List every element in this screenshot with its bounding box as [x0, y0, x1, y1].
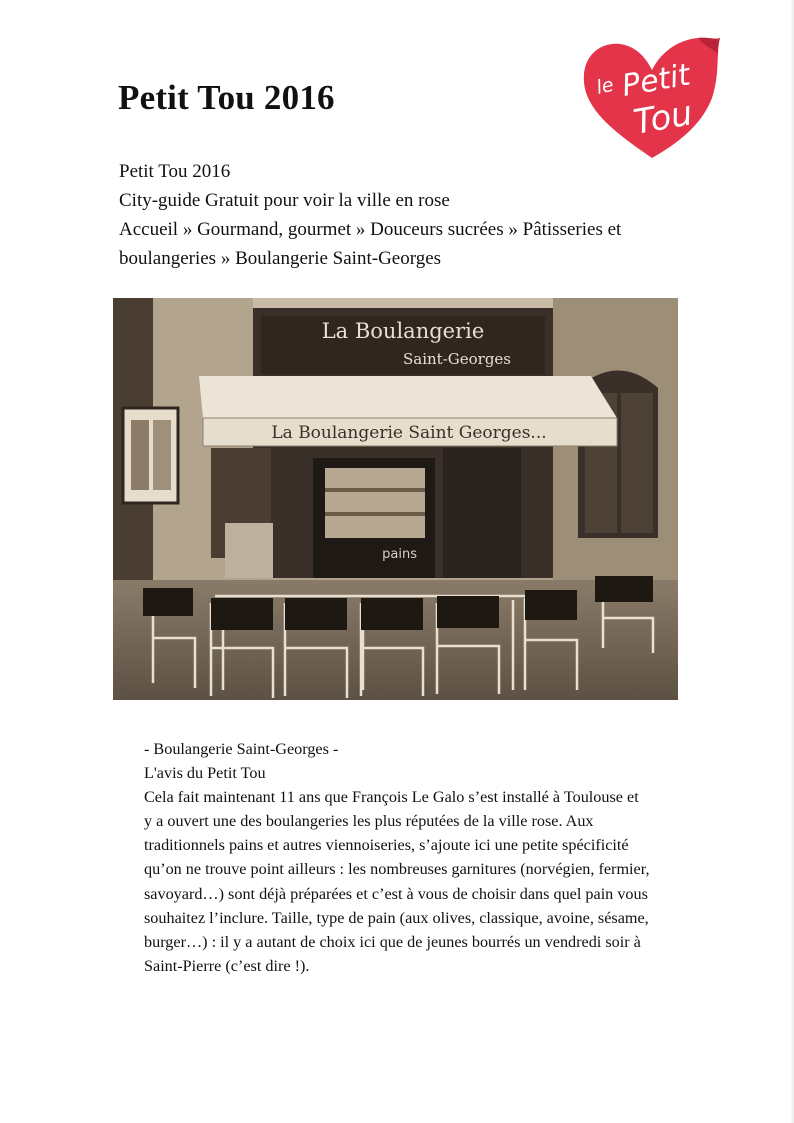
article-subheading: L'avis du Petit Tou — [144, 764, 266, 783]
petit-tou-logo — [580, 34, 722, 166]
breadcrumb-line-2: boulangeries » Boulangerie Saint-Georges — [119, 248, 442, 269]
article-line: Cela fait maintenant 11 ans que François Le Galo s’est installé à Toulouse et — [144, 788, 639, 807]
svg-text:le: le — [594, 73, 616, 99]
article-line: Saint-Pierre (c’est dire !). — [144, 956, 310, 975]
page-edge — [790, 0, 794, 1123]
intro-block — [119, 157, 689, 273]
bakery-photo — [113, 298, 678, 700]
article — [144, 737, 704, 978]
page-title: Petit Tou 2016 — [118, 78, 335, 117]
article-line: burger…) : il y a autant de choix ici que de jeunes bourrés un vendredi soir à — [144, 932, 641, 951]
awning-text: La Boulangerie Saint Georges... — [271, 423, 547, 443]
tagline: City-guide Gratuit pour voir la ville en rose — [119, 190, 450, 211]
svg-text:Petit: Petit — [619, 57, 693, 104]
article-line: savoyard…) sont déjà préparées et c’est à vous de choisir dans quel pain vous — [144, 884, 648, 903]
article-heading: - Boulangerie Saint-Georges - — [144, 740, 339, 758]
sign-line-2: Saint-Georges — [402, 350, 512, 368]
sign-line-1: La Boulangerie — [321, 319, 485, 343]
site-name: Petit Tou 2016 — [119, 161, 231, 182]
article-line: qu’on ne trouve point ailleurs : les nombreuses garnitures (norvégien, fermier, — [144, 860, 650, 879]
article-line: souhaitez l’inclure. Taille, type de pain (aux olives, classique, avoine, sésame, — [144, 908, 649, 927]
window-text: pains — [382, 547, 417, 562]
breadcrumb-line-1: Accueil » Gourmand, gourmet » Douceurs sucrées » Pâtisseries et — [119, 219, 622, 240]
article-line: traditionnels pains et autres viennoiseries, s’ajoute ici une petite spécificité — [144, 836, 629, 855]
breadcrumb — [119, 215, 689, 273]
article-line: y a ouvert une des boulangeries les plus réputées de la ville rose. Aux — [144, 812, 594, 831]
svg-text:Tou: Tou — [630, 93, 696, 143]
